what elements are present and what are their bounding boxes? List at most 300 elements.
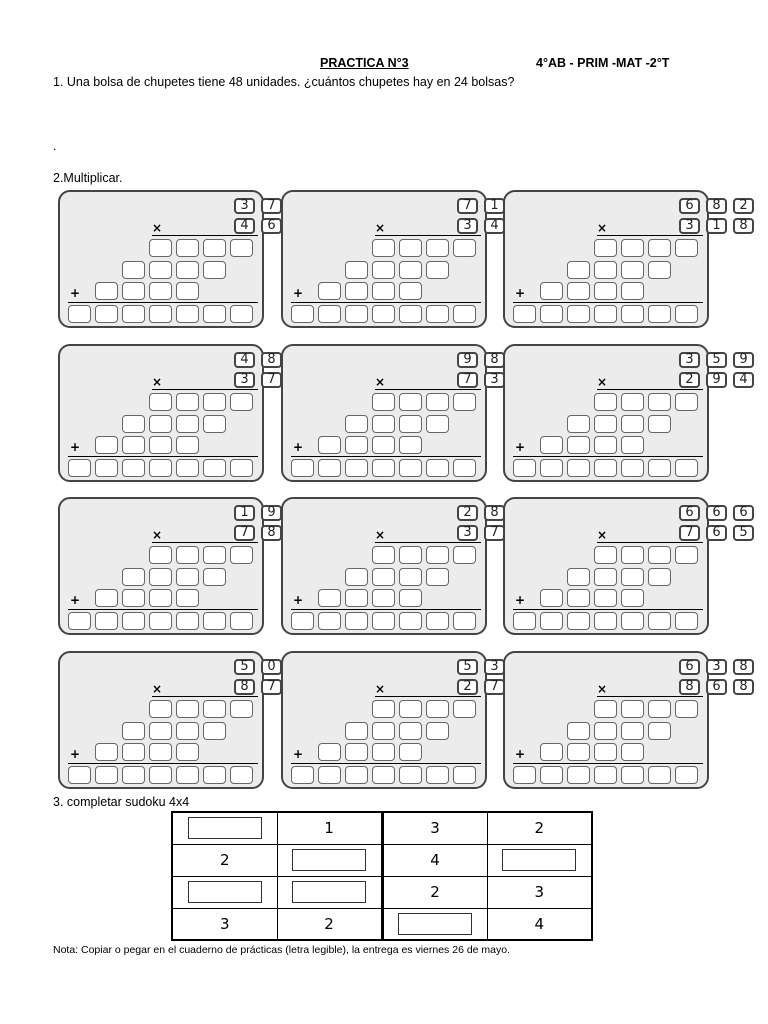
result-box[interactable] [426,612,449,630]
answer-box[interactable] [230,239,253,257]
answer-box[interactable] [648,415,671,433]
sum-rule [291,456,481,457]
sudoku-cell[interactable] [277,876,382,908]
answer-box[interactable] [95,589,118,607]
result-box[interactable] [594,612,617,630]
multiplicand-digit: 2 [457,505,478,521]
result-box[interactable] [513,459,536,477]
answer-box[interactable] [176,568,199,586]
answer-box[interactable] [345,722,368,740]
answer-box[interactable] [594,589,617,607]
result-box[interactable] [230,305,253,323]
answer-box[interactable] [149,239,172,257]
result-box[interactable] [648,305,671,323]
result-box[interactable] [540,612,563,630]
answer-box[interactable] [345,261,368,279]
answer-box[interactable] [149,743,172,761]
sudoku-blank-box[interactable] [292,881,366,903]
answer-box[interactable] [149,436,172,454]
answer-box[interactable] [95,282,118,300]
answer-box[interactable] [540,589,563,607]
result-box[interactable] [122,766,145,784]
result-box[interactable] [149,305,172,323]
result-box[interactable] [95,459,118,477]
sum-rule [513,302,703,303]
answer-box[interactable] [399,546,422,564]
answer-box[interactable] [318,589,341,607]
answer-box[interactable] [372,239,395,257]
result-box[interactable] [399,459,422,477]
result-box[interactable] [399,305,422,323]
answer-box[interactable] [621,722,644,740]
answer-box[interactable] [426,393,449,411]
answer-box[interactable] [399,568,422,586]
answer-box[interactable] [399,743,422,761]
answer-box[interactable] [621,261,644,279]
plus-sign: + [515,747,526,761]
result-box[interactable] [426,459,449,477]
answer-box[interactable] [372,743,395,761]
times-sign: × [152,375,163,389]
answer-box[interactable] [318,282,341,300]
multiplier-digit: 6 [261,218,282,234]
answer-box[interactable] [621,743,644,761]
multiplier-digit: 4 [234,218,255,234]
sudoku-cell[interactable] [487,844,592,876]
answer-box[interactable] [453,393,476,411]
answer-box[interactable] [648,546,671,564]
sudoku-cell[interactable] [172,876,277,908]
answer-box[interactable] [149,589,172,607]
answer-box[interactable] [426,546,449,564]
result-box[interactable] [68,612,91,630]
multiplier-digit: 7 [261,679,282,695]
result-box[interactable] [176,459,199,477]
plus-sign: + [515,440,526,454]
answer-box[interactable] [122,568,145,586]
result-box[interactable] [345,612,368,630]
sudoku-blank-box[interactable] [188,881,262,903]
multiplier-digit: 3 [234,372,255,388]
result-box[interactable] [345,305,368,323]
result-box[interactable] [291,305,314,323]
result-box[interactable] [426,766,449,784]
answer-box[interactable] [453,239,476,257]
result-box[interactable] [426,305,449,323]
result-box[interactable] [230,766,253,784]
answer-box[interactable] [122,261,145,279]
result-box[interactable] [149,766,172,784]
answer-box[interactable] [621,393,644,411]
result-box[interactable] [648,459,671,477]
result-box[interactable] [230,612,253,630]
answer-box[interactable] [675,700,698,718]
answer-box[interactable] [149,282,172,300]
answer-box[interactable] [567,282,590,300]
answer-box[interactable] [318,743,341,761]
answer-box[interactable] [176,743,199,761]
answer-box[interactable] [203,261,226,279]
answer-box[interactable] [567,743,590,761]
multiplicand-digit: 8 [706,198,727,214]
page-title: PRACTICA N°3 [320,56,409,70]
multiplicand-digit: 6 [706,505,727,521]
answer-box[interactable] [372,568,395,586]
result-box[interactable] [675,612,698,630]
answer-box[interactable] [594,415,617,433]
result-box[interactable] [567,305,590,323]
answer-box[interactable] [122,282,145,300]
result-box[interactable] [203,766,226,784]
answer-box[interactable] [203,546,226,564]
times-sign: × [597,528,608,542]
answer-box[interactable] [149,546,172,564]
result-box[interactable] [621,305,644,323]
sudoku-blank-box[interactable] [292,849,366,871]
answer-box[interactable] [372,282,395,300]
result-box[interactable] [372,766,395,784]
answer-box[interactable] [203,568,226,586]
underline-rule [375,389,481,390]
answer-box[interactable] [567,568,590,586]
answer-box[interactable] [372,722,395,740]
answer-box[interactable] [345,282,368,300]
underline-rule [152,542,258,543]
result-box[interactable] [149,459,172,477]
answer-box[interactable] [122,743,145,761]
answer-box[interactable] [176,589,199,607]
answer-box[interactable] [230,700,253,718]
result-box[interactable] [230,459,253,477]
multiplication-card [58,651,276,789]
multiplication-card [281,651,499,789]
answer-box[interactable] [122,415,145,433]
answer-box[interactable] [149,722,172,740]
multiplication-card [281,190,499,328]
multiplicand-digit: 3 [234,198,255,214]
answer-box[interactable] [594,722,617,740]
answer-box[interactable] [149,415,172,433]
answer-box[interactable] [594,546,617,564]
multiplicand-digit: 9 [261,505,282,521]
result-box[interactable] [176,305,199,323]
result-box[interactable] [621,459,644,477]
answer-box[interactable] [648,568,671,586]
answer-box[interactable] [122,722,145,740]
answer-box[interactable] [399,415,422,433]
result-box[interactable] [372,459,395,477]
sum-rule [513,456,703,457]
result-box[interactable] [372,612,395,630]
underline-rule [152,389,258,390]
answer-box[interactable] [567,722,590,740]
answer-box[interactable] [203,393,226,411]
answer-box[interactable] [176,722,199,740]
multiplication-card [58,344,276,482]
multiplication-card [281,344,499,482]
answer-box[interactable] [230,546,253,564]
answer-box[interactable] [399,239,422,257]
plus-sign: + [70,747,81,761]
result-box[interactable] [203,612,226,630]
answer-box[interactable] [203,415,226,433]
answer-box[interactable] [345,436,368,454]
answer-box[interactable] [621,282,644,300]
answer-box[interactable] [399,261,422,279]
answer-box[interactable] [345,589,368,607]
result-box[interactable] [122,459,145,477]
result-box[interactable] [594,766,617,784]
answer-box[interactable] [345,568,368,586]
multiplicand-digit: 8 [484,352,505,368]
times-sign: × [375,375,386,389]
result-box[interactable] [399,766,422,784]
multiplier-digit: 4 [733,372,754,388]
answer-box[interactable] [176,700,199,718]
result-box[interactable] [95,305,118,323]
multiplier-digit: 3 [679,218,700,234]
answer-box[interactable] [621,568,644,586]
result-box[interactable] [675,305,698,323]
result-box[interactable] [318,305,341,323]
answer-box[interactable] [567,436,590,454]
plus-sign: + [515,593,526,607]
result-box[interactable] [291,459,314,477]
result-box[interactable] [149,612,172,630]
answer-box[interactable] [540,743,563,761]
sudoku-cell: 4 [487,908,592,940]
answer-box[interactable] [372,415,395,433]
result-box[interactable] [513,305,536,323]
answer-box[interactable] [372,436,395,454]
answer-box[interactable] [372,393,395,411]
answer-box[interactable] [372,546,395,564]
answer-box[interactable] [621,436,644,454]
result-box[interactable] [95,612,118,630]
result-box[interactable] [453,305,476,323]
answer-box[interactable] [122,589,145,607]
result-box[interactable] [345,459,368,477]
sudoku-cell[interactable] [277,844,382,876]
multiplicand-digit: 1 [484,198,505,214]
multiplicand-digit: 7 [261,198,282,214]
multiplicand-digit: 5 [706,352,727,368]
answer-box[interactable] [675,393,698,411]
answer-box[interactable] [648,239,671,257]
sum-rule [291,609,481,610]
result-box[interactable] [648,766,671,784]
multiplicand-digit: 5 [234,659,255,675]
result-box[interactable] [453,766,476,784]
result-box[interactable] [567,612,590,630]
answer-box[interactable] [594,393,617,411]
sudoku-cell[interactable] [382,908,487,940]
result-box[interactable] [648,612,671,630]
answer-box[interactable] [540,282,563,300]
answer-box[interactable] [399,589,422,607]
sudoku-cell: 4 [382,844,487,876]
answer-box[interactable] [149,261,172,279]
answer-box[interactable] [176,546,199,564]
result-box[interactable] [68,766,91,784]
answer-box[interactable] [594,743,617,761]
result-box[interactable] [594,459,617,477]
sum-rule [513,609,703,610]
answer-box[interactable] [648,261,671,279]
answer-box[interactable] [230,393,253,411]
answer-box[interactable] [540,436,563,454]
plus-sign: + [293,747,304,761]
sum-rule [68,302,258,303]
result-box[interactable] [122,612,145,630]
answer-box[interactable] [594,436,617,454]
multiplier-digit: 7 [234,525,255,541]
times-sign: × [152,682,163,696]
answer-box[interactable] [122,436,145,454]
answer-box[interactable] [372,700,395,718]
result-box[interactable] [318,766,341,784]
answer-box[interactable] [203,700,226,718]
result-box[interactable] [372,305,395,323]
multiplicand-digit: 7 [457,198,478,214]
answer-box[interactable] [453,700,476,718]
result-box[interactable] [345,766,368,784]
answer-box[interactable] [345,743,368,761]
result-box[interactable] [540,459,563,477]
multiplicand-digit: 3 [706,659,727,675]
answer-box[interactable] [149,700,172,718]
answer-dot: . [53,139,57,153]
answer-box[interactable] [621,546,644,564]
answer-box[interactable] [318,436,341,454]
answer-box[interactable] [621,589,644,607]
sudoku-cell: 3 [487,876,592,908]
result-box[interactable] [68,305,91,323]
result-box[interactable] [68,459,91,477]
answer-box[interactable] [399,722,422,740]
result-box[interactable] [399,612,422,630]
answer-box[interactable] [621,239,644,257]
answer-box[interactable] [176,282,199,300]
result-box[interactable] [318,459,341,477]
sudoku-blank-box[interactable] [502,849,576,871]
answer-box[interactable] [567,589,590,607]
result-box[interactable] [513,612,536,630]
answer-box[interactable] [594,700,617,718]
answer-box[interactable] [372,589,395,607]
sudoku-cell[interactable] [172,812,277,844]
answer-box[interactable] [203,239,226,257]
multiplicand-digit: 1 [234,505,255,521]
result-box[interactable] [453,612,476,630]
answer-box[interactable] [648,700,671,718]
result-box[interactable] [567,459,590,477]
answer-box[interactable] [648,393,671,411]
answer-box[interactable] [621,700,644,718]
answer-box[interactable] [675,546,698,564]
answer-box[interactable] [648,722,671,740]
answer-box[interactable] [176,436,199,454]
answer-box[interactable] [399,700,422,718]
answer-box[interactable] [149,568,172,586]
multiplier-digit: 8 [261,525,282,541]
answer-box[interactable] [399,393,422,411]
multiplication-card [503,344,748,482]
answer-box[interactable] [176,393,199,411]
answer-box[interactable] [176,239,199,257]
answer-box[interactable] [399,282,422,300]
answer-box[interactable] [95,743,118,761]
multiplicand-digit: 3 [484,659,505,675]
answer-box[interactable] [176,261,199,279]
answer-box[interactable] [176,415,199,433]
answer-box[interactable] [675,239,698,257]
result-box[interactable] [621,612,644,630]
result-box[interactable] [675,766,698,784]
result-box[interactable] [567,766,590,784]
question-2: 2.Multiplicar. [53,171,123,185]
answer-box[interactable] [594,261,617,279]
plus-sign: + [293,440,304,454]
answer-box[interactable] [594,568,617,586]
answer-box[interactable] [426,239,449,257]
result-box[interactable] [453,459,476,477]
result-box[interactable] [540,766,563,784]
result-box[interactable] [513,766,536,784]
answer-box[interactable] [345,415,368,433]
multiplier-digit: 7 [261,372,282,388]
result-box[interactable] [95,766,118,784]
answer-box[interactable] [399,436,422,454]
result-box[interactable] [594,305,617,323]
result-box[interactable] [176,612,199,630]
answer-box[interactable] [567,261,590,279]
sudoku-blank-box[interactable] [398,913,472,935]
result-box[interactable] [291,766,314,784]
answer-box[interactable] [95,436,118,454]
result-box[interactable] [540,305,563,323]
answer-box[interactable] [453,546,476,564]
sudoku-blank-box[interactable] [188,817,262,839]
result-box[interactable] [621,766,644,784]
answer-box[interactable] [426,415,449,433]
answer-box[interactable] [426,261,449,279]
answer-box[interactable] [594,239,617,257]
multiplier-digit: 8 [733,218,754,234]
answer-box[interactable] [426,722,449,740]
answer-box[interactable] [203,722,226,740]
answer-box[interactable] [567,415,590,433]
answer-box[interactable] [594,282,617,300]
multiplier-digit: 7 [484,525,505,541]
answer-box[interactable] [426,700,449,718]
result-box[interactable] [203,459,226,477]
result-box[interactable] [318,612,341,630]
result-box[interactable] [203,305,226,323]
result-box[interactable] [176,766,199,784]
times-sign: × [597,375,608,389]
answer-box[interactable] [372,261,395,279]
answer-box[interactable] [621,415,644,433]
result-box[interactable] [122,305,145,323]
result-box[interactable] [291,612,314,630]
answer-box[interactable] [426,568,449,586]
result-box[interactable] [675,459,698,477]
sudoku-cell: 3 [382,812,487,844]
plus-sign: + [70,593,81,607]
multiplier-digit: 8 [234,679,255,695]
answer-box[interactable] [149,393,172,411]
